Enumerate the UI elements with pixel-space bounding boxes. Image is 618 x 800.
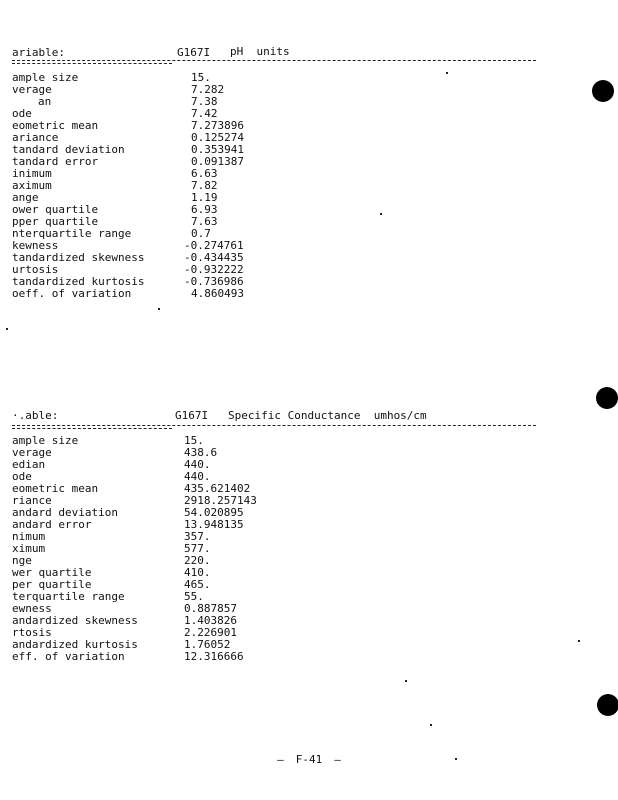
stat-label: tandard deviation: [12, 143, 125, 156]
stat-label: ange: [12, 191, 39, 204]
stat-label: terquartile range: [12, 590, 125, 603]
stat-label: aximum: [12, 179, 52, 192]
stat-label: inimum: [12, 167, 52, 180]
stat-value: 0.887857: [184, 602, 237, 615]
scan-speck: [446, 72, 448, 74]
stat-value: 7.282: [191, 83, 225, 96]
page-footer: [0, 753, 618, 766]
stat-label: edian: [12, 458, 46, 471]
scan-speck: [380, 213, 382, 215]
stat-label: eometric mean: [12, 119, 99, 132]
scan-speck: [578, 640, 580, 642]
stat-label: ample size: [12, 71, 79, 84]
stat-label: tandardized kurtosis: [12, 275, 145, 288]
stat-value: 435.621402: [184, 482, 251, 495]
stat-label: ewness: [12, 602, 52, 615]
stat-value: 7.273896: [191, 119, 244, 132]
stat-label: urtosis: [12, 263, 59, 276]
section2-rule-short: [12, 428, 172, 429]
stat-value: 220.: [184, 554, 211, 567]
stat-label: wer quartile: [12, 566, 92, 579]
stat-value: 15.: [184, 434, 204, 447]
stat-label: pper quartile: [12, 215, 99, 228]
stat-label: an: [38, 95, 52, 108]
stat-label: verage: [12, 446, 52, 459]
stat-label: ximum: [12, 542, 46, 555]
stat-value: 55.: [184, 590, 204, 603]
stat-value: 7.42: [191, 107, 218, 120]
stat-label: ode: [12, 107, 32, 120]
stat-value: 438.6: [184, 446, 218, 459]
stat-label: andard error: [12, 518, 92, 531]
stat-value: 4.860493: [191, 287, 244, 300]
section2-rule: [12, 425, 536, 426]
section1-variable-desc: pH units: [230, 45, 290, 58]
stat-label: andardized kurtosis: [12, 638, 138, 651]
stat-label: per quartile: [12, 578, 92, 591]
scan-speck: [405, 680, 407, 682]
punch-hole: [596, 387, 618, 409]
stat-label: riance: [12, 494, 52, 507]
section1-rule: [12, 60, 536, 61]
stat-label: tandardized skewness: [12, 251, 145, 264]
stat-label: nimum: [12, 530, 46, 543]
stat-value: 577.: [184, 542, 211, 555]
section1-rule-short: [12, 63, 172, 64]
stat-value: 440.: [184, 470, 211, 483]
scan-speck: [158, 308, 160, 310]
punch-hole: [597, 694, 618, 716]
stat-value: 0.7: [191, 227, 211, 240]
stat-value: 6.63: [191, 167, 218, 180]
stat-value: 6.93: [191, 203, 218, 216]
stat-value: 1.76052: [184, 638, 231, 651]
stat-value: -0.932222: [184, 263, 244, 276]
stat-label: andardized skewness: [12, 614, 138, 627]
stat-label: nge: [12, 554, 32, 567]
stat-label: nterquartile range: [12, 227, 132, 240]
stat-label: eometric mean: [12, 482, 99, 495]
page-number: F-41: [295, 753, 323, 766]
stat-value: 1.403826: [184, 614, 237, 627]
stat-value: 1.19: [191, 191, 218, 204]
scan-speck: [430, 724, 432, 726]
stat-value: 2.226901: [184, 626, 237, 639]
scan-speck: [6, 328, 8, 330]
stat-value: 15.: [191, 71, 211, 84]
stat-label: tandard error: [12, 155, 99, 168]
section2-variable-desc: Specific Conductance umhos/cm: [228, 409, 427, 422]
stat-value: 12.316666: [184, 650, 244, 663]
stat-label: andard deviation: [12, 506, 118, 519]
stat-value: 7.82: [191, 179, 218, 192]
stat-value: -0.736986: [184, 275, 244, 288]
stat-label: rtosis: [12, 626, 52, 639]
section1-variable-name: G167I: [177, 46, 211, 59]
stat-label: ample size: [12, 434, 79, 447]
footer-dash-right: –: [334, 753, 341, 766]
stat-value: 7.38: [191, 95, 218, 108]
stat-value: 410.: [184, 566, 211, 579]
stat-value: 357.: [184, 530, 211, 543]
stat-label: ower quartile: [12, 203, 99, 216]
stat-value: -0.274761: [184, 239, 244, 252]
stat-value: 440.: [184, 458, 211, 471]
stat-label: verage: [12, 83, 52, 96]
stat-label: ode: [12, 470, 32, 483]
stat-label: ariance: [12, 131, 59, 144]
footer-dash-left: –: [277, 753, 284, 766]
stat-label: eff. of variation: [12, 650, 125, 663]
stat-label: kewness: [12, 239, 59, 252]
stat-value: 13.948135: [184, 518, 244, 531]
stat-value: 0.091387: [191, 155, 244, 168]
stat-value: 2918.257143: [184, 494, 257, 507]
section1-variable-label: ariable:: [12, 46, 65, 59]
section2-variable-name: G167I: [175, 409, 209, 422]
stat-value: 54.020895: [184, 506, 244, 519]
stat-value: -0.434435: [184, 251, 244, 264]
stat-value: 0.125274: [191, 131, 244, 144]
stat-value: 465.: [184, 578, 211, 591]
stat-value: 0.353941: [191, 143, 244, 156]
stat-label: oeff. of variation: [12, 287, 132, 300]
punch-hole: [592, 80, 614, 102]
section2-variable-label: ·.able:: [12, 409, 59, 422]
stat-value: 7.63: [191, 215, 218, 228]
